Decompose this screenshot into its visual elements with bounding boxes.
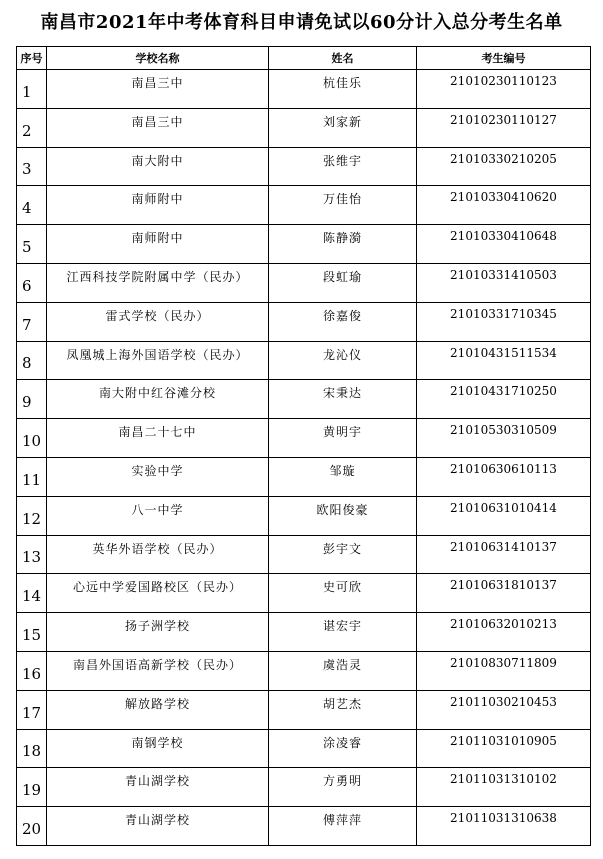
row-exam-id: 21011031010905 (417, 729, 591, 768)
row-exam-id: 21011031310638 (417, 807, 591, 846)
row-name: 彭宇文 (269, 535, 417, 574)
table-header (17, 47, 591, 70)
row-school: 南师附中 (47, 225, 269, 264)
row-name: 黄明宇 (269, 419, 417, 458)
row-exam-id: 21010230110123 (417, 70, 591, 109)
row-index: 17 (17, 690, 47, 729)
row-exam-id: 21010230110127 (417, 108, 591, 147)
row-school: 解放路学校 (47, 690, 269, 729)
header-index: 序号 (17, 47, 47, 70)
row-exam-id: 21010331710345 (417, 302, 591, 341)
table-row (17, 147, 591, 186)
row-name: 段虹瑜 (269, 263, 417, 302)
row-school: 青山湖学校 (47, 768, 269, 807)
row-name: 宋秉达 (269, 380, 417, 419)
row-exam-id: 21010830711809 (417, 651, 591, 690)
row-index: 5 (17, 225, 47, 264)
row-exam-id: 21010431710250 (417, 380, 591, 419)
row-name: 胡艺杰 (269, 690, 417, 729)
row-exam-id: 21010631810137 (417, 574, 591, 613)
row-index: 20 (17, 807, 47, 846)
table-row (17, 341, 591, 380)
row-index: 6 (17, 263, 47, 302)
row-school: 南钢学校 (47, 729, 269, 768)
row-school: 南大附中红谷滩分校 (47, 380, 269, 419)
header-name: 姓名 (269, 47, 417, 70)
row-exam-id: 21010330410648 (417, 225, 591, 264)
row-exam-id: 21010631410137 (417, 535, 591, 574)
row-exam-id: 21011030210453 (417, 690, 591, 729)
header-school: 学校名称 (47, 47, 269, 70)
row-school: 实验中学 (47, 457, 269, 496)
row-school: 南师附中 (47, 186, 269, 225)
row-name: 谌宏宇 (269, 613, 417, 652)
table-row (17, 457, 591, 496)
table-row (17, 651, 591, 690)
table-row (17, 690, 591, 729)
table-row (17, 496, 591, 535)
row-exam-id: 21010330210205 (417, 147, 591, 186)
row-exam-id: 21010530310509 (417, 419, 591, 458)
table-row (17, 70, 591, 109)
row-index: 7 (17, 302, 47, 341)
row-exam-id: 21011031310102 (417, 768, 591, 807)
row-index: 14 (17, 574, 47, 613)
row-school: 南昌三中 (47, 70, 269, 109)
row-school: 南昌二十七中 (47, 419, 269, 458)
table-row (17, 380, 591, 419)
table-row (17, 574, 591, 613)
row-name: 陈静漪 (269, 225, 417, 264)
table-row (17, 419, 591, 458)
row-school: 雷式学校（民办） (47, 302, 269, 341)
row-school: 心远中学爱国路校区（民办） (47, 574, 269, 613)
row-name: 万佳怡 (269, 186, 417, 225)
table-row (17, 108, 591, 147)
table-row (17, 225, 591, 264)
row-index: 3 (17, 147, 47, 186)
row-name: 虞浩灵 (269, 651, 417, 690)
candidate-table (16, 46, 591, 846)
row-school: 江西科技学院附属中学（民办） (47, 263, 269, 302)
row-name: 涂凌睿 (269, 729, 417, 768)
row-school: 英华外语学校（民办） (47, 535, 269, 574)
row-exam-id: 21010631010414 (417, 496, 591, 535)
row-index: 9 (17, 380, 47, 419)
row-exam-id: 21010330410620 (417, 186, 591, 225)
row-exam-id: 21010630610113 (417, 457, 591, 496)
table-row (17, 302, 591, 341)
row-name: 欧阳俊豪 (269, 496, 417, 535)
row-exam-id: 21010431511534 (417, 341, 591, 380)
header-exam-id: 考生编号 (417, 47, 591, 70)
row-name: 龙沁仪 (269, 341, 417, 380)
row-name: 徐嘉俊 (269, 302, 417, 341)
row-name: 杭佳乐 (269, 70, 417, 109)
row-index: 12 (17, 496, 47, 535)
table-row (17, 186, 591, 225)
row-index: 11 (17, 457, 47, 496)
table-body (17, 70, 591, 846)
table-row (17, 807, 591, 846)
row-index: 15 (17, 613, 47, 652)
row-school: 南大附中 (47, 147, 269, 186)
row-index: 16 (17, 651, 47, 690)
row-index: 13 (17, 535, 47, 574)
row-exam-id: 21010331410503 (417, 263, 591, 302)
row-name: 史可欣 (269, 574, 417, 613)
table-row (17, 729, 591, 768)
page-title: 南昌市2021年中考体育科目申请免试以60分计入总分考生名单 (40, 12, 563, 33)
row-index: 8 (17, 341, 47, 380)
row-school: 青山湖学校 (47, 807, 269, 846)
row-index: 10 (17, 419, 47, 458)
table-row (17, 613, 591, 652)
row-name: 刘家新 (269, 108, 417, 147)
row-name: 方勇明 (269, 768, 417, 807)
row-name: 傅萍萍 (269, 807, 417, 846)
row-school: 凤凰城上海外国语学校（民办） (47, 341, 269, 380)
row-school: 南昌外国语高新学校（民办） (47, 651, 269, 690)
row-name: 张维宇 (269, 147, 417, 186)
table-row (17, 535, 591, 574)
row-school: 南昌三中 (47, 108, 269, 147)
row-exam-id: 21010632010213 (417, 613, 591, 652)
header-row (17, 47, 591, 70)
row-name: 邹璇 (269, 457, 417, 496)
row-index: 19 (17, 768, 47, 807)
row-index: 2 (17, 108, 47, 147)
row-index: 18 (17, 729, 47, 768)
table-row (17, 768, 591, 807)
table-row (17, 263, 591, 302)
row-index: 4 (17, 186, 47, 225)
row-index: 1 (17, 70, 47, 109)
row-school: 八一中学 (47, 496, 269, 535)
row-school: 扬子洲学校 (47, 613, 269, 652)
